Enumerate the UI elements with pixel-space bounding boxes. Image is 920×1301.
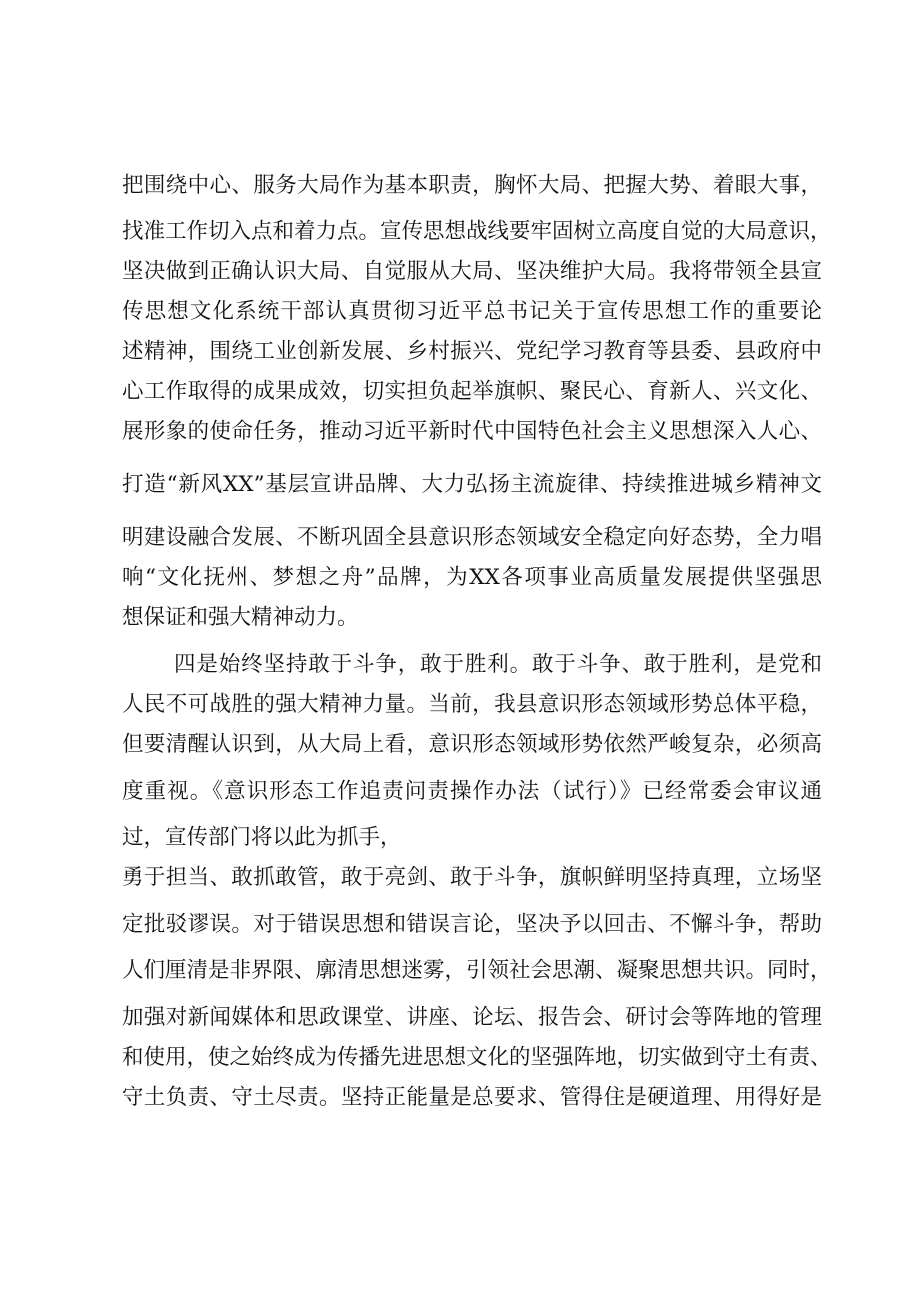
text-line: 找准工作切入点和着力点。宣传思想战线要牢固树立高度自觉的大局意识，	[122, 219, 832, 244]
text-line: 人们厘清是非界限、廓清思想迷雾，引领社会思潮、凝聚思想共识。同时，	[122, 958, 832, 983]
text-line: 和使用，使之始终成为传播先进思想文化的坚强阵地，切实做到守土有责、	[122, 1045, 832, 1070]
text-line: 坚决做到正确认识大局、自觉服从大局、坚决维护大局。我将带领全县宣	[122, 259, 822, 284]
paragraph-first-line: 四是始终坚持敢于斗争，敢于胜利。敢于斗争、敢于胜利，是党和	[174, 652, 822, 677]
text-line: 展形象的使命任务，推动习近平新时代中国特色社会主义思想深入人心、	[122, 419, 822, 444]
text-line: 传思想文化系统干部认真贯彻习近平总书记关于宣传思想工作的重要论	[122, 299, 822, 324]
text-line: 守土负责、守土尽责。坚持正能量是总要求、管得住是硬道理、用得好是	[122, 1085, 822, 1110]
text-line: 但要清醒认识到，从大局上看，意识形态领域形势依然严峻复杂，必须高	[122, 732, 822, 757]
text-line: 加强对新闻媒体和思政课堂、讲座、论坛、报告会、研讨会等阵地的管理	[122, 1005, 822, 1030]
text-line: 想保证和强大精神动力。	[122, 605, 359, 630]
text-line: 心工作取得的成果成效，切实担负起举旗帜、聚民心、育新人、兴文化、	[122, 379, 822, 404]
text-line: 定批驳谬误。对于错误思想和错误言论，坚决予以回击、不懈斗争，帮助	[122, 912, 822, 937]
text-line: 述精神，围绕工业创新发展、乡村振兴、党纪学习教育等县委、县政府中	[122, 339, 822, 364]
text-line: 度重视。《意识形态工作追责问责操作办法（试行）》已经常委会审议通	[122, 779, 822, 804]
text-line: 响“文化抚州、梦想之舟”品牌，为XX各项事业高质量发展提供坚强思	[122, 565, 822, 590]
text-line: 把围绕中心、服务大局作为基本职责，胸怀大局、把握大势、着眼大事，	[122, 173, 822, 198]
text-line: 打造“新风XX”基层宣讲品牌、大力弘扬主流旋律、持续推进城乡精神文	[122, 472, 822, 497]
text-line: 明建设融合发展、不断巩固全县意识形态领域安全稳定向好态势，全力唱	[122, 525, 822, 550]
text-line: 勇于担当、敢抓敢管，敢于亮剑、敢于斗争，旗帜鲜明坚持真理，立场坚	[122, 865, 822, 890]
text-line: 过，宣传部门将以此为抓手，	[122, 825, 402, 850]
text-line: 人民不可战胜的强大精神力量。当前，我县意识形态领域形势总体平稳，	[122, 692, 822, 717]
